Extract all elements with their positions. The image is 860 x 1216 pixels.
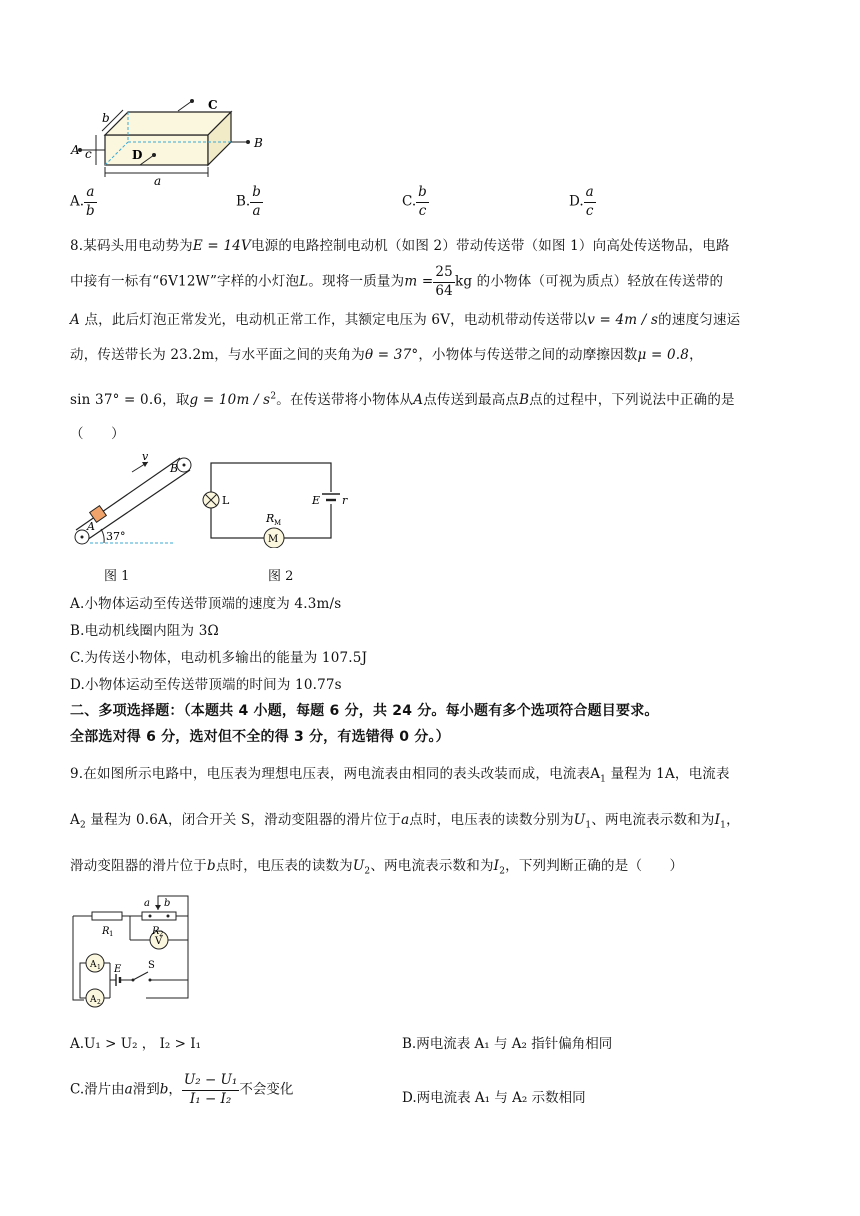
- label-R2-sub: 2: [159, 930, 164, 938]
- label-A1: A: [90, 960, 97, 970]
- q8-line-5: sin 37° = 0.6，取$g = 10m / s^2$。在传送带将小物体从A点传送到最高点B点的过程中，下列说法中正确的是: [70, 391, 735, 408]
- label-A1-sub: 1: [97, 964, 101, 971]
- label-RM: R: [266, 512, 275, 525]
- q7-option-b[interactable]: B. $\frac{b}{a}$: [236, 184, 261, 219]
- rheostat-R2: [142, 912, 176, 920]
- q8-line-3: A 点，此后灯泡正常发光，电动机正常工作，其额定电压为 6V，电动机带动传送带以v = 4m / s的速度匀速运: [70, 312, 741, 328]
- label-A: A: [87, 520, 95, 533]
- q8-option-c[interactable]: C.为传送小物体，电动机多输出的能量为 107.5J: [70, 650, 368, 666]
- label-A2: A: [90, 995, 97, 1005]
- label-L: L: [222, 494, 230, 507]
- label-b: b: [102, 111, 110, 125]
- q9-option-d[interactable]: D.两电流表 A₁ 与 A₂ 示数相同: [402, 1090, 586, 1106]
- q8-line-4: 动，传送带长为 23.2m，与水平面之间的夹角为θ = 37°，小物体与传送带之间的动摩擦因数μ = 0.8，: [70, 347, 703, 363]
- q8-line-1: 8.某码头用电动势为E = 14V电源的电路控制电动机（如图 2）带动传送带（如图 1）向高处传送物品，电路: [70, 238, 730, 254]
- label-E: E: [312, 494, 321, 507]
- q9-line-2: $A_2$ 量程为 0.6A，闭合开关 S，滑动变阻器的滑片位于a点时，电压表的读数分别为$U_1$、两电流表示数和为$I_1$，: [70, 812, 740, 831]
- q7-option-c[interactable]: C. $\frac{b}{c}$: [402, 184, 427, 219]
- q8-option-b[interactable]: B.电动机线圈内阻为 3Ω: [70, 623, 219, 639]
- q9-option-c[interactable]: C.滑片由a滑到b， $\frac{\text{U₂ − U₁}}{\text{I₁ − I₂}}$ 不会变化: [70, 1072, 294, 1107]
- label-b: b: [164, 898, 171, 909]
- q8-option-d[interactable]: D.小物体运动至传送带顶端的时间为 10.77s: [70, 677, 342, 693]
- label-M: M: [268, 534, 279, 545]
- label-r: r: [342, 494, 348, 507]
- label-angle: 37°: [106, 530, 126, 543]
- q8-answer-paren: （ ）: [70, 426, 125, 442]
- q9-option-b[interactable]: B.两电流表 A₁ 与 A₂ 指针偏角相同: [402, 1036, 613, 1052]
- q8-line-2: 中接有一标有“6V12W”字样的小灯泡L。现将一质量为m = $\frac{25}{64}$ kg 的小物体（可视为质点）轻放在传送带的: [70, 264, 724, 299]
- motor-circuit-figure: [200, 458, 360, 548]
- label-B: B: [170, 462, 179, 475]
- q7-option-a[interactable]: A. $\frac{a}{b}$: [70, 184, 95, 219]
- q9-line-3: 滑动变阻器的滑片位于b点时，电压表的读数为$U_2$、两电流表示数和为$I_2$，下列判断正确的是（ ）: [70, 858, 684, 877]
- label-E: E: [114, 964, 122, 975]
- label-B: B: [254, 136, 263, 150]
- label-c: c: [85, 147, 92, 161]
- q9-line-1: 9.在如图所示电路中，电压表为理想电压表，两电流表由相同的表头改装而成，电流表$A_1$ 量程为 1A，电流表: [70, 766, 730, 785]
- conveyor-figure: [70, 450, 200, 550]
- label-S: S: [148, 960, 155, 971]
- fig2-caption: 图 2: [268, 569, 294, 584]
- label-RM-sub: M: [274, 519, 282, 527]
- label-a: a: [154, 174, 162, 185]
- section-2-heading-line-2: 全部选对得 6 分，选对但不全的得 3 分，有选错得 0 分。）: [70, 729, 450, 745]
- box-figure: [68, 95, 278, 185]
- fig1-caption: 图 1: [104, 569, 130, 584]
- q8-option-a[interactable]: A.小物体运动至传送带顶端的速度为 4.3m/s: [70, 596, 342, 612]
- section-2-heading: 二、多项选择题：（本题共 4 小题，每题 6 分，共 24 分。每小题有多个选项符合题目要求。: [70, 703, 659, 719]
- label-D: D: [132, 148, 143, 162]
- label-C: C: [208, 98, 218, 112]
- q7-option-d[interactable]: D. $\frac{a}{c}$: [569, 184, 594, 219]
- q9-option-a[interactable]: A.U₁ > U₂ ， I₂ > I₁: [70, 1036, 201, 1052]
- label-V: V: [155, 936, 163, 947]
- lead-C: [178, 101, 192, 111]
- resistor-R1: [92, 912, 122, 920]
- ammeter-circuit-figure: [70, 890, 200, 1008]
- label-a: a: [144, 898, 150, 909]
- label-A2-sub: 2: [97, 999, 101, 1006]
- label-A: A: [71, 143, 80, 157]
- label-v: v: [142, 450, 149, 463]
- label-R1-sub: 1: [109, 930, 114, 938]
- label-R1: R: [102, 926, 110, 937]
- label-R2: R: [152, 926, 160, 937]
- switch-S: [133, 972, 148, 980]
